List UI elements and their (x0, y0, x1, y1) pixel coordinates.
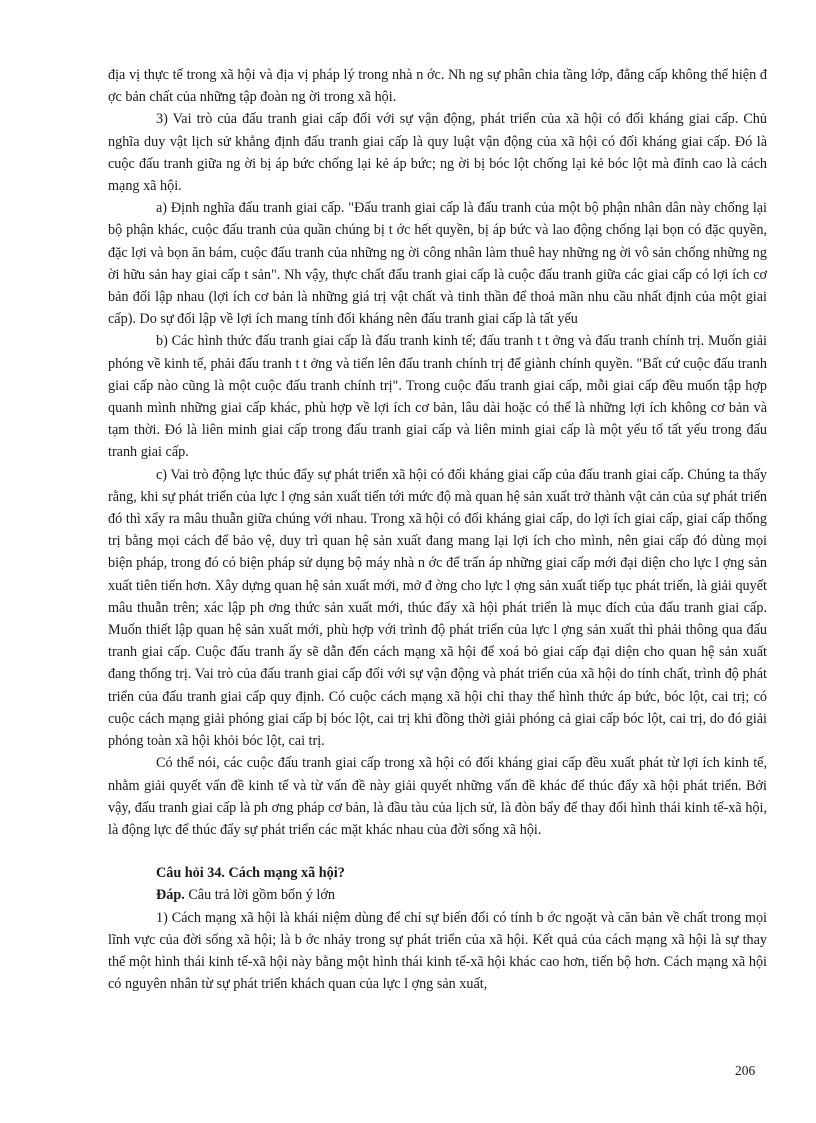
paragraph-class-struggle-role: 3) Vai trò của đấu tranh giai cấp đối với sự vận động, phát triển của xã hội có đối kháng giai cấp. Chủ nghĩa duy vật lịch sử khẳng định đấu tranh giai cấp là quy luật vận động của xã hội có đối kháng giai cấp. Đó là cuộc đấu tranh giữa ng ời bị áp bức chống lại kẻ áp bức; ng ời bị bóc lột chống lại kẻ bóc lột mà đỉnh cao là cách mạng xã hội. (108, 111, 767, 195)
paragraph-definition: a) Định nghĩa đấu tranh giai cấp. "Đấu tranh giai cấp là đấu tranh của một bộ phận nhân dân này chống lại bộ phận khác, cuộc đấu tranh của quần chúng bị t ớc hết quyền, bị áp bức và lao động chống lại bọn có đặc quyền, đặc lợi và bọn ăn bám, cuộc đấu tranh của những ng ời công nhân làm thuê hay những ng ời vô sản chống những ng ời hữu sản hay giai cấp t sản". Nh vậy, thực chất đấu tranh giai cấp là cuộc đấu tranh giữa các giai cấp có lợi ích cơ bản đối lập nhau (lợi ích cơ bản là những giá trị vật chất và tinh thần để thoả mãn nhu cầu nhất định của một giai cấp). Do sự đối lập về lợi ích mang tính đối kháng nên đấu tranh giai cấp là tất yếu (108, 200, 767, 328)
answer-line (108, 884, 767, 906)
paragraph-revolution-definition: 1) Cách mạng xã hội là khái niệm dùng để chỉ sự biến đổi có tính b ớc ngoặt và căn bản về chất trong mọi lĩnh vực của đời sống xã hội; là b ớc nhảy trong sự phát triển của xã hội. Kết quả của cách mạng xã hội là sự thay thế một hình thái kinh tế-xã hội này bằng một hình thái kinh tế-xã hội khác cao hơn, tiến bộ hơn. Cách mạng xã hội có nguyên nhân từ sự phát triển khách quan của lực l ợng sản xuất, (108, 909, 767, 993)
document-page (108, 64, 767, 995)
paragraph-driving-force: c) Vai trò động lực thúc đẩy sự phát triển xã hội có đối kháng giai cấp của đấu tranh giai cấp. Chúng ta thấy rằng, khi sự phát triển của lực l ợng sản xuất tiến tới mức độ mà quan hệ sản xuất trở thành vật cản của sự phát triển đó thì xẩy ra mâu thuẫn giữa chúng với nhau. Trong xã hội có đối kháng giai cấp, do lợi ích giai cấp, giai cấp thống trị bằng mọi cách để bảo vệ, duy trì quan hệ sản xuất đang mang lại lợi ích cho mình, nên giai cấp đó dùng mọi biện pháp, trong đó có biện pháp sử dụng bộ máy nhà n ớc để trấn áp những giai cấp mới đại diện cho lực l ợng sản xuất tiên tiến hơn. Xây dựng quan hệ sản xuất mới, mở đ ờng cho lực l ợng sản xuất tiếp tục phát triển, là giải quyết mâu thuẫn trên; xác lập ph ơng thức sản xuất mới, thúc đẩy xã hội phát triển là mục đích của đấu tranh giai cấp. Muốn thiết lập quan hệ sản xuất mới, phù hợp với trình độ phát triển của lực l ợng sản xuất thì phải thông qua đấu tranh giai cấp. Cuộc đấu tranh ấy sẽ dẫn đến cách mạng xã hội để xoá bỏ giai cấp đại diện cho quan hệ sản xuất đang thống trị. Vai trò của đấu tranh giai cấp đối với sự vận động và phát triển của xã hội do tính chất, trình độ phát triển của đấu tranh giai cấp quy định. Có cuộc cách mạng xã hội chỉ thay thế hình thức áp bức, bóc lột, cai trị; có cuộc cách mạng giải phóng giai cấp bị bóc lột, cai trị khi đồng thời giải phóng cả giai cấp bóc lột, cai trị, do đó giải phóng toàn xã hội khỏi bóc lột, cai trị. (108, 466, 767, 750)
answer-intro: Câu trả lời gồm bốn ý lớn (184, 887, 335, 904)
question-heading: Câu hỏi 34. Cách mạng xã hội? (156, 865, 345, 882)
paragraph-conclusion: Có thể nói, các cuộc đấu tranh giai cấp trong xã hội có đối kháng giai cấp đều xuất phát từ lợi ích kinh tế, nhằm giải quyết vấn đề kinh tế và từ vấn đề này giải quyết những vấn đề khác để thúc đẩy xã hội phát triển. Bởi vậy, đấu tranh giai cấp là ph ơng pháp cơ bản, là đầu tàu của lịch sử, là đòn bẩy để thay đổi hình thái kinh tế-xã hội, là động lực để thúc đẩy sự phát triển các mặt khác nhau của đời sống xã hội. (108, 755, 767, 838)
paragraph-forms: b) Các hình thức đấu tranh giai cấp là đấu tranh kinh tế; đấu tranh t t ởng và đấu tranh chính trị. Muốn giải phóng về kinh tế, phải đấu tranh t t ởng và tiến lên đấu tranh chính trị để giành chính quyền. "Bất cứ cuộc đấu tranh giai cấp nào cũng là một cuộc đấu tranh chính trị". Trong cuộc đấu tranh giai cấp, mỗi giai cấp đều muốn tập hợp quanh mình những giai cấp khác, phù hợp về lợi ích cơ bản, lâu dài hoặc có thể là những lợi ích không cơ bản và tạm thời. Đó là liên minh giai cấp trong đấu tranh giai cấp và liên minh giai cấp là một yếu tố tất yếu trong đấu tranh giai cấp. (108, 333, 767, 461)
paragraph-continuation: địa vị thực tế trong xã hội và địa vị pháp lý trong nhà n ớc. Nh ng sự phân chia tầng lớp, đẳng cấp không thể hiện đ ợc bản chất của những tập đoàn ng ời trong xã hội. (108, 67, 767, 106)
page-number: 206 (735, 1063, 756, 1078)
answer-label: Đáp. (156, 887, 185, 904)
